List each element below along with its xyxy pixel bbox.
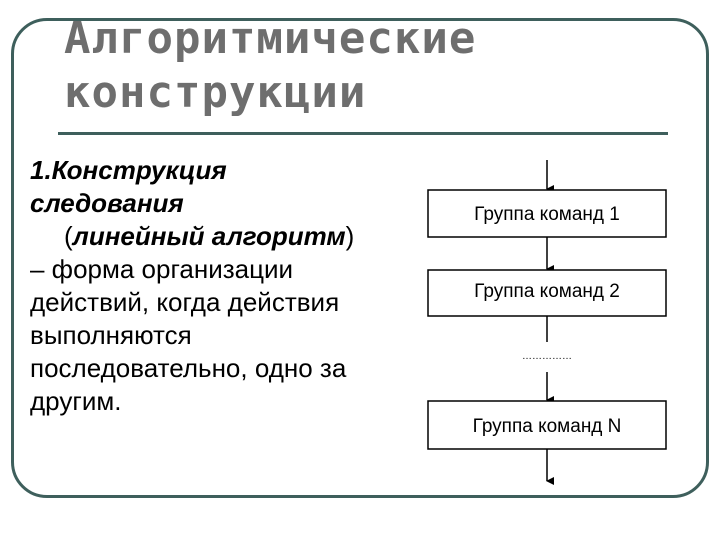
body-line-2: действий, когда действия [30,287,340,317]
body-line-4: последовательно, одно за [30,353,347,383]
heading-line-1: 1.Конструкция [30,155,227,185]
subtitle-open-paren: ( [64,221,73,251]
subtitle-close-paren: ) [345,221,355,251]
title-line-2: конструкции [64,67,367,118]
title-line-1: Алгоритмические [64,13,477,64]
ellipsis-dots: …………… [522,351,572,362]
command-group-label-2: Группа команд 2 [474,281,620,302]
command-group-label-1: Группа команд 1 [474,204,620,225]
body-line-1: – форма организации [30,254,294,284]
subtitle-text: линейный алгоритм [72,221,346,251]
command-group-label-n: Группа команд N [472,416,622,437]
body-line-3: выполняются [30,320,192,350]
heading-line-2: следования [30,188,184,218]
body-line-5: другим. [30,386,122,416]
